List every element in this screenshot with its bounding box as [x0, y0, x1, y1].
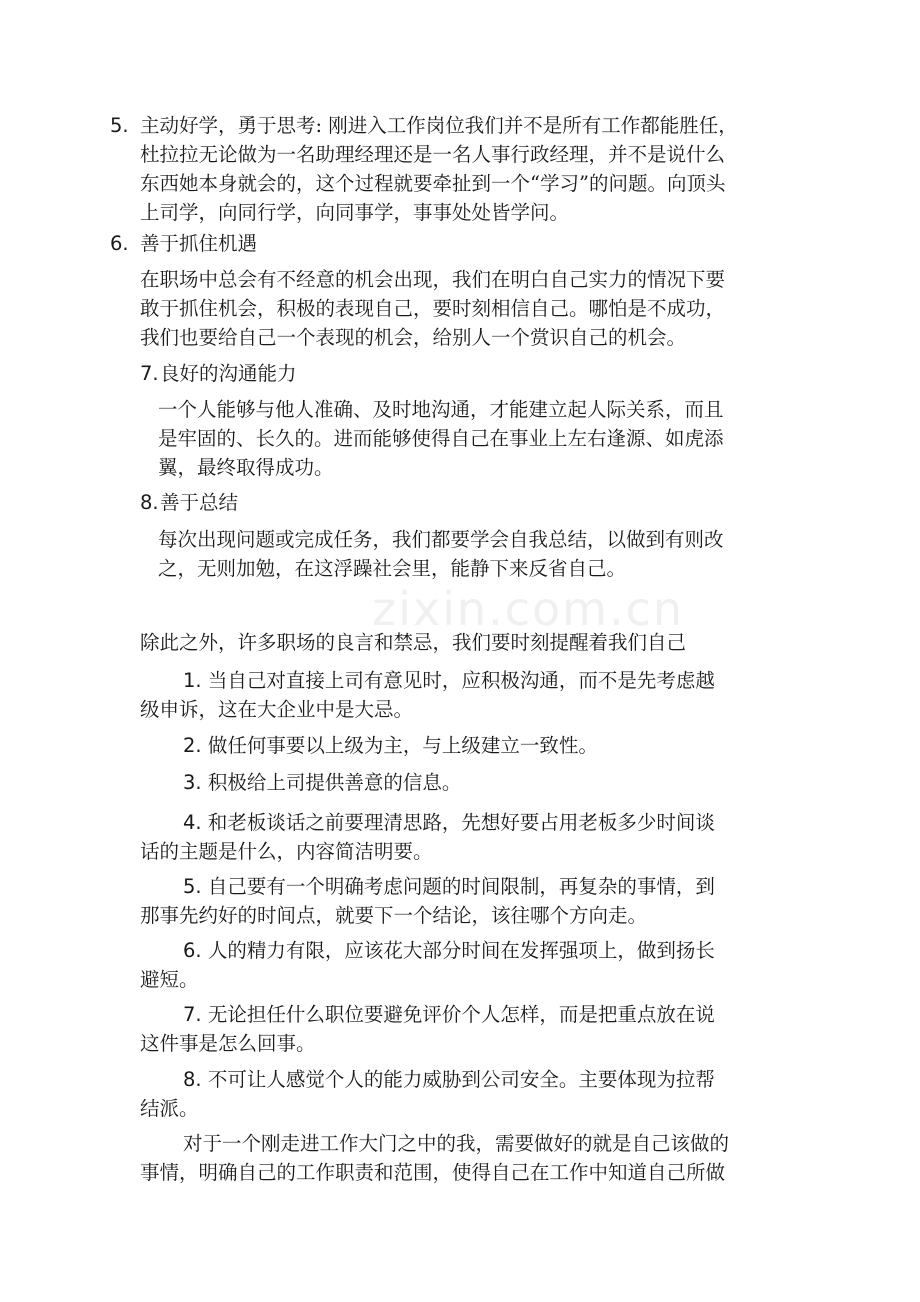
- item5-line: 上司学，向同行学，向同事学，事事处处皆学问。: [140, 201, 570, 224]
- rule-number: 2.: [183, 734, 202, 757]
- rule-first-line: [183, 666, 715, 695]
- rule-number: 1.: [183, 669, 202, 692]
- item6-line: 敢于抓住机会，积极的表现自己，要时刻相信自己。哪怕是不成功，: [140, 297, 726, 320]
- rule-text: 当自己对直接上司有意见时，应积极沟通，而不是先考虑越: [207, 669, 715, 692]
- rule-continuation: 结派。: [140, 1097, 199, 1120]
- item7-heading: 良好的沟通能力: [160, 362, 297, 385]
- rule-number: 5.: [183, 875, 202, 898]
- item7-line: 一个人能够与他人准确、及时地沟通，才能建立起人际关系，而且: [158, 398, 724, 421]
- rule-text: 不可让人感觉个人的能力威胁到公司安全。主要体现为拉帮: [207, 1068, 715, 1091]
- rule-text: 自己要有一个明确考虑问题的时间限制，再复杂的事情，到: [207, 875, 715, 898]
- rule-first-line: [183, 936, 715, 965]
- item8-line: 每次出现问题或完成任务，我们都要学会自我总结，以做到有则改: [158, 528, 724, 551]
- item6-paragraph: [140, 265, 725, 352]
- rule-number: 4.: [183, 811, 202, 834]
- rule-text: 积极给上司提供善意的信息。: [207, 771, 462, 794]
- item7-paragraph: [158, 395, 724, 482]
- item6-line: 我们也要给自己一个表现的机会，给别人一个赏识自己的机会。: [140, 326, 687, 349]
- item6-number: 6.: [110, 232, 129, 255]
- rule-first-line: [183, 768, 461, 797]
- rule-continuation: 这件事是怎么回事。: [140, 1032, 316, 1055]
- rule-number: 3.: [183, 771, 202, 794]
- item8-heading: 善于总结: [160, 491, 239, 514]
- rule-first-line: [183, 872, 715, 901]
- rule-first-line: [183, 1065, 715, 1094]
- item7-number: 7.: [140, 362, 159, 385]
- rule-text: 做任何事要以上级为主，与上级建立一致性。: [207, 734, 598, 757]
- rule-text: 无论担任什么职位要避免评价个人怎样，而是把重点放在说: [207, 1003, 715, 1026]
- closing-paragraph: [140, 1129, 729, 1187]
- rule-first-line: [183, 1000, 715, 1029]
- item5-line: 东西她本身就会的，这个过程就要牵扯到一个“学习”的问题。向顶头: [140, 172, 726, 195]
- item8-paragraph: [158, 525, 724, 583]
- rule-continuation: 话的主题是什么，内容简洁明要。: [140, 840, 433, 863]
- intro-text: 除此之外，许多职场的良言和禁忌，我们要时刻提醒着我们自己: [140, 631, 687, 654]
- closing-line: 对于一个刚走进工作大门之中的我，需要做好的就是自己该做的: [183, 1132, 730, 1155]
- item6-line: 在职场中总会有不经意的机会出现，我们在明白自己实力的情况下要: [140, 268, 726, 291]
- rule-number: 6.: [183, 939, 202, 962]
- item5-line: 主动好学，勇于思考: 刚进入工作岗位我们并不是所有工作都能胜任，: [140, 114, 738, 137]
- closing-line: 事情，明确自己的工作职责和范围，使得自己在工作中知道自己所做: [140, 1161, 726, 1184]
- rule-text: 人的精力有限，应该花大部分时间在发挥强项上，做到扬长: [207, 939, 715, 962]
- watermark: zixin.com.cn: [372, 582, 685, 636]
- item7-line: 是牢固的、长久的。进而能够使得自己在事业上左右逢源、如虎添: [158, 427, 724, 450]
- rule-continuation: 避短。: [140, 968, 199, 991]
- item5-line: 杜拉拉无论做为一名助理经理还是一名人事行政经理，并不是说什么: [140, 143, 726, 166]
- rule-continuation: 那事先约好的时间点，就要下一个结论，该往哪个方向走。: [140, 904, 648, 927]
- rule-text: 和老板谈话之前要理清思路，先想好要占用老板多少时间谈: [207, 811, 715, 834]
- rule-number: 7.: [183, 1003, 202, 1026]
- rule-number: 8.: [183, 1068, 202, 1091]
- item7-line: 翼，最终取得成功。: [158, 456, 334, 479]
- item6-heading: 善于抓住机遇: [140, 232, 258, 255]
- item5-number: 5.: [110, 114, 129, 137]
- item5-paragraph: [140, 111, 738, 227]
- rule-continuation: 级申诉，这在大企业中是大忌。: [140, 698, 414, 721]
- rule-first-line: [183, 731, 598, 760]
- item8-number: 8.: [140, 491, 159, 514]
- rule-first-line: [183, 808, 715, 837]
- item8-line: 之，无则加勉，在这浮躁社会里，能静下来反省自己。: [158, 557, 627, 580]
